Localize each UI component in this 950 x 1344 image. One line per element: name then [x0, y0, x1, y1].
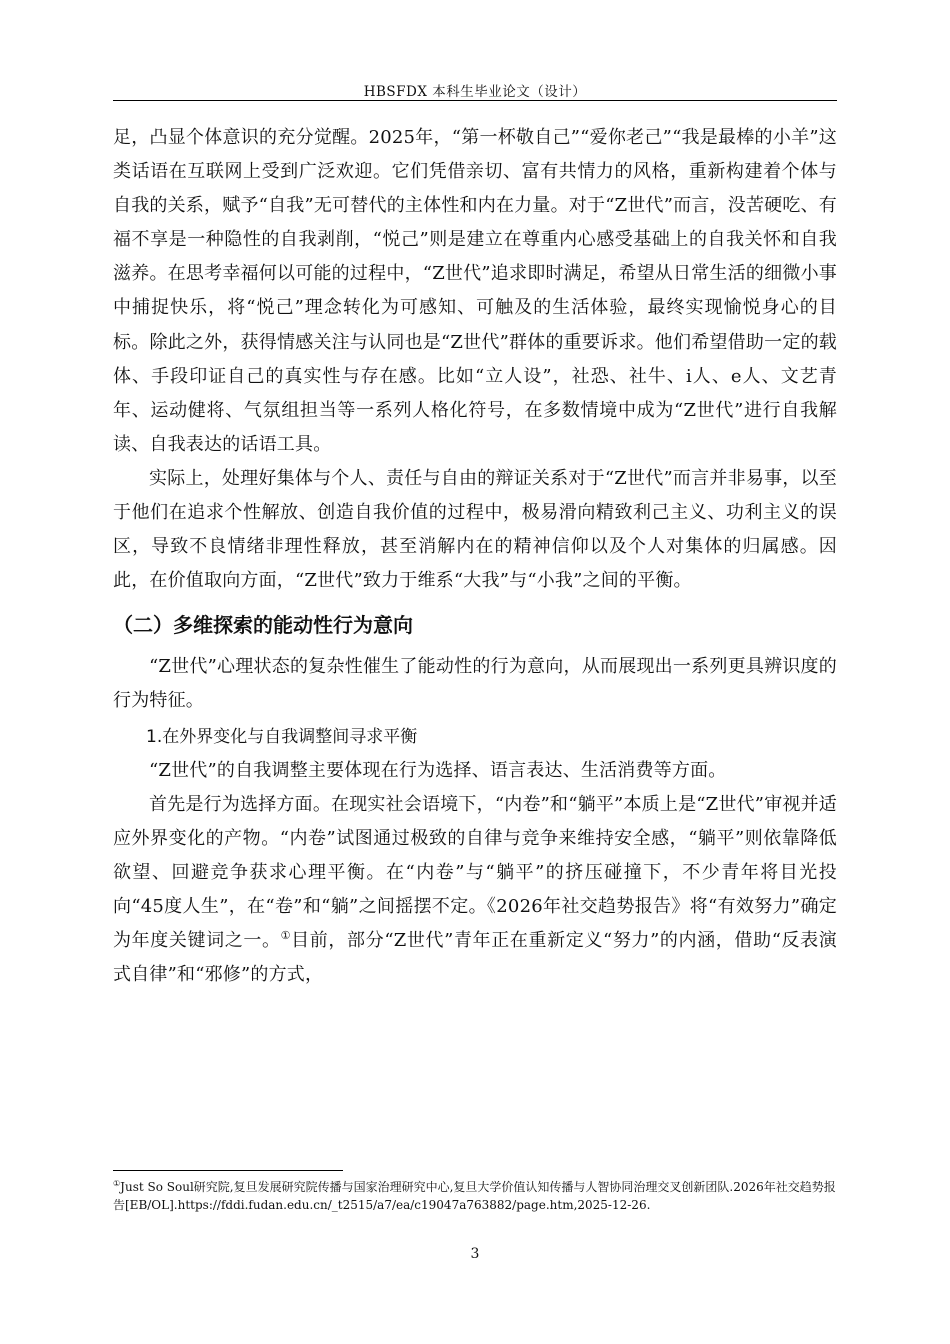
subsection-heading: 1.在外界变化与自我调整间寻求平衡: [146, 726, 418, 747]
page-number: 3: [470, 1246, 480, 1262]
section-heading: （二）多维探索的能动性行为意向: [113, 613, 413, 638]
header-divider: [113, 100, 837, 101]
footnote-divider: [113, 1170, 343, 1171]
footnote-reference[interactable]: ①: [280, 928, 292, 942]
paragraph-intro: “Z世代”心理状态的复杂性催生了能动性的行为意向，从而展现出一系列更具辨识度的行为特征。: [113, 656, 837, 712]
running-header: HBSFDX 本科生毕业论文（设计）: [363, 84, 587, 100]
paragraph-self-adjustment: “Z世代”的自我调整主要体现在行为选择、语言表达、生活消费等方面。: [149, 759, 727, 781]
paragraph-text-part1: 首先是行为选择方面。在现实社会语境下，“内卷”和“躺平”本质上是“Z世代”审视并适应外界变化的产物。“内卷”试图通过极致的自律与竞争来维持安全感，“躺平”则依靠降低欲望、回避竞争获求心理平衡。在“内卷”与“躺平”的挤压碰撞下，不少青年将目光投向“45度人生”，在“卷”和“躺”之间摇摆不定。《2026年社交趋势报告》将“有效努力”确定为年度关键词之一。: [113, 793, 837, 951]
paragraph-behavior-choice: [113, 788, 837, 993]
paragraph-text-part2: 目前，部分“Z世代”青年正在重新定义“努力”的内涵，借助“反表演式自律”和“邪修”的方式，: [113, 929, 837, 986]
paragraph-balance: 实际上，处理好集体与个人、责任与自由的辩证关系对于“Z世代”而言并非易事，以至于他们在追求个性解放、创造自我价值的过程中，极易滑向精致利己主义、功利主义的误区，导致不良情绪非理性释放，甚至消解内在的精神信仰以及个人对集体的归属感。因此，在价值取向方面，“Z世代”致力于维系“大我”与“小我”之间的平衡。: [113, 467, 837, 592]
footnote-text: Just So Soul研究院,复旦发展研究院传播与国家治理研究中心,复旦大学价值认知传播与人智协同治理交叉创新团队.2026年社交趋势报告[EB/OL].https://fddi.fudan.edu.cn/_t2515/a7/ea/c19047a763882/page.htm,2025-12-26.: [113, 1180, 836, 1212]
paragraph-continued: 足，凸显个体意识的充分觉醒。2025年，“第一杯敬自己”“爱你老己”“我是最棒的小羊”这类话语在互联网上受到广泛欢迎。它们凭借亲切、富有共情力的风格，重新构建着个体与自我的关系，赋予“自我”无可替代的主体性和内在力量。对于“Z世代”而言，没苦硬吃、有福不享是一种隐性的自我剥削，“悦己”则是建立在尊重内心感受基础上的自我关怀和自我滋养。在思考幸福何以可能的过程中，“Z世代”追求即时满足，希望从日常生活的细微小事中捕捉快乐，将“悦己”理念转化为可感知、可触及的生活体验，最终实现愉悦身心的目标。除此之外，获得情感关注与认同也是“Z世代”群体的重要诉求。他们希望借助一定的载体、手段印证自己的真实性与存在感。比如“立人设”，社恐、社牛、i人、e人、文艺青年、运动健将、气氛组担当等一系列人格化符号，在多数情境中成为“Z世代”进行自我解读、自我表达的话语工具。: [113, 127, 837, 455]
footnote-mark: ①: [113, 1179, 121, 1188]
body-text: [113, 121, 837, 992]
footnote: [113, 1179, 837, 1214]
